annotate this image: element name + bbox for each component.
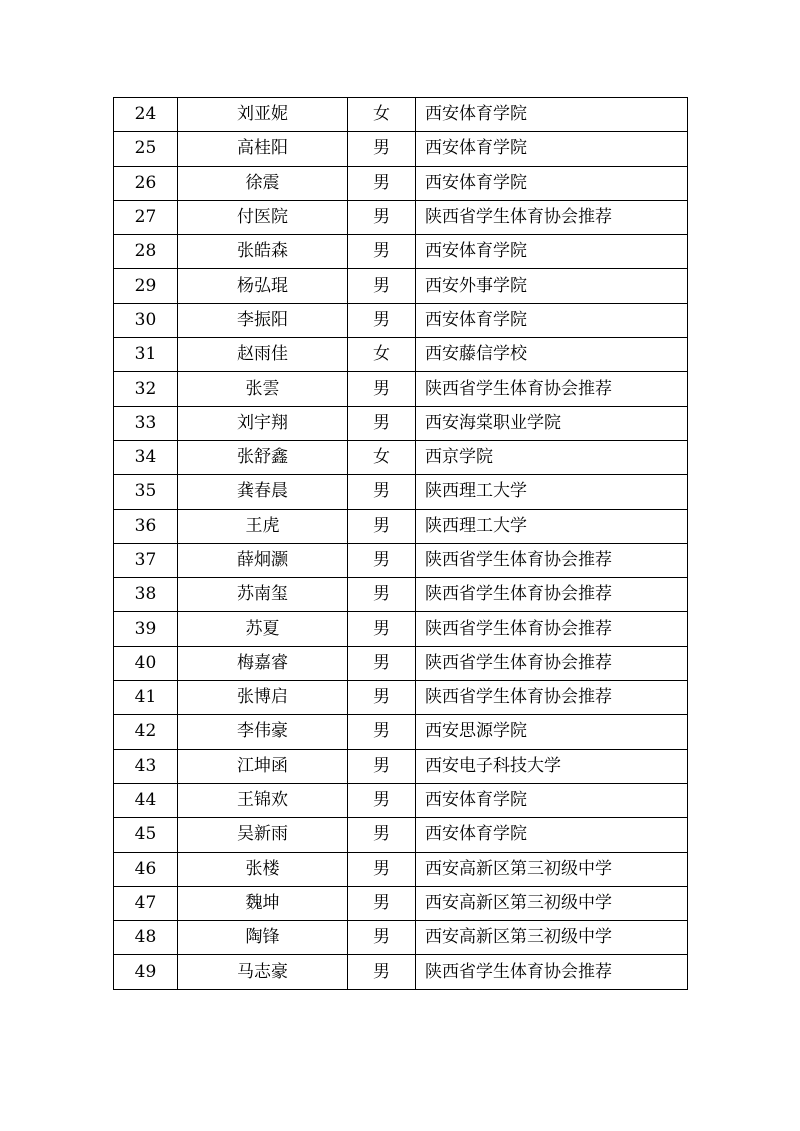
row-number: 27 (114, 200, 178, 234)
athlete-unit: 西安藤信学校 (416, 338, 688, 372)
table-row (114, 612, 688, 646)
athlete-gender: 男 (348, 372, 416, 406)
athlete-name: 李振阳 (178, 303, 348, 337)
row-number: 46 (114, 852, 178, 886)
row-number: 38 (114, 578, 178, 612)
athlete-gender: 男 (348, 235, 416, 269)
athlete-unit: 西安体育学院 (416, 303, 688, 337)
athlete-name: 张皓森 (178, 235, 348, 269)
athlete-gender: 男 (348, 955, 416, 989)
athlete-gender: 男 (348, 166, 416, 200)
table-row (114, 715, 688, 749)
athlete-name: 王虎 (178, 509, 348, 543)
athlete-unit: 西安体育学院 (416, 98, 688, 132)
athlete-gender: 男 (348, 406, 416, 440)
athlete-name: 刘亚妮 (178, 98, 348, 132)
athlete-unit: 西京学院 (416, 440, 688, 474)
table-row (114, 338, 688, 372)
row-number: 35 (114, 475, 178, 509)
table-row (114, 818, 688, 852)
row-number: 25 (114, 132, 178, 166)
athlete-name: 龚春晨 (178, 475, 348, 509)
athlete-gender: 男 (348, 749, 416, 783)
roster-table (113, 97, 688, 990)
athlete-unit: 陕西省学生体育协会推荐 (416, 543, 688, 577)
athlete-name: 吴新雨 (178, 818, 348, 852)
athlete-unit: 西安高新区第三初级中学 (416, 852, 688, 886)
athlete-gender: 女 (348, 98, 416, 132)
row-number: 37 (114, 543, 178, 577)
table-row (114, 852, 688, 886)
athlete-name: 张雲 (178, 372, 348, 406)
athlete-gender: 男 (348, 303, 416, 337)
athlete-name: 魏坤 (178, 886, 348, 920)
table-row (114, 783, 688, 817)
row-number: 31 (114, 338, 178, 372)
athlete-unit: 陕西省学生体育协会推荐 (416, 955, 688, 989)
athlete-name: 杨弘琨 (178, 269, 348, 303)
athlete-gender: 男 (348, 200, 416, 234)
row-number: 47 (114, 886, 178, 920)
athlete-gender: 女 (348, 440, 416, 474)
row-number: 48 (114, 921, 178, 955)
athlete-unit: 西安电子科技大学 (416, 749, 688, 783)
row-number: 41 (114, 681, 178, 715)
row-number: 24 (114, 98, 178, 132)
athlete-name: 苏夏 (178, 612, 348, 646)
table-row (114, 578, 688, 612)
athlete-unit: 西安思源学院 (416, 715, 688, 749)
table-row (114, 681, 688, 715)
athlete-gender: 男 (348, 715, 416, 749)
athlete-gender: 男 (348, 612, 416, 646)
athlete-name: 李伟豪 (178, 715, 348, 749)
athlete-name: 苏南玺 (178, 578, 348, 612)
athlete-unit: 西安海棠职业学院 (416, 406, 688, 440)
athlete-gender: 男 (348, 818, 416, 852)
athlete-unit: 陕西省学生体育协会推荐 (416, 578, 688, 612)
table-row (114, 646, 688, 680)
athlete-gender: 男 (348, 886, 416, 920)
row-number: 44 (114, 783, 178, 817)
athlete-gender: 男 (348, 269, 416, 303)
athlete-name: 梅嘉睿 (178, 646, 348, 680)
athlete-gender: 女 (348, 338, 416, 372)
athlete-gender: 男 (348, 783, 416, 817)
athlete-name: 高桂阳 (178, 132, 348, 166)
athlete-gender: 男 (348, 543, 416, 577)
athlete-gender: 男 (348, 578, 416, 612)
table-row (114, 200, 688, 234)
athlete-unit: 西安高新区第三初级中学 (416, 921, 688, 955)
athlete-name: 马志豪 (178, 955, 348, 989)
athlete-unit: 西安体育学院 (416, 783, 688, 817)
table-row (114, 955, 688, 989)
athlete-unit: 西安体育学院 (416, 235, 688, 269)
athlete-gender: 男 (348, 132, 416, 166)
athlete-unit: 陕西省学生体育协会推荐 (416, 372, 688, 406)
athlete-unit: 西安高新区第三初级中学 (416, 886, 688, 920)
row-number: 39 (114, 612, 178, 646)
table-row (114, 166, 688, 200)
athlete-unit: 陕西理工大学 (416, 509, 688, 543)
athlete-gender: 男 (348, 646, 416, 680)
table-row (114, 269, 688, 303)
roster-table-body (114, 98, 688, 990)
table-row (114, 372, 688, 406)
row-number: 30 (114, 303, 178, 337)
athlete-unit: 陕西省学生体育协会推荐 (416, 681, 688, 715)
row-number: 45 (114, 818, 178, 852)
athlete-unit: 西安体育学院 (416, 166, 688, 200)
table-row (114, 886, 688, 920)
row-number: 34 (114, 440, 178, 474)
row-number: 28 (114, 235, 178, 269)
athlete-name: 薛炯灏 (178, 543, 348, 577)
table-row (114, 475, 688, 509)
athlete-name: 赵雨佳 (178, 338, 348, 372)
table-row (114, 749, 688, 783)
athlete-unit: 陕西省学生体育协会推荐 (416, 200, 688, 234)
table-row (114, 921, 688, 955)
athlete-name: 张博启 (178, 681, 348, 715)
athlete-gender: 男 (348, 852, 416, 886)
athlete-unit: 西安体育学院 (416, 132, 688, 166)
athlete-name: 张舒鑫 (178, 440, 348, 474)
table-row (114, 98, 688, 132)
athlete-name: 江坤函 (178, 749, 348, 783)
row-number: 26 (114, 166, 178, 200)
athlete-name: 徐震 (178, 166, 348, 200)
athlete-gender: 男 (348, 475, 416, 509)
table-row (114, 303, 688, 337)
table-row (114, 509, 688, 543)
table-row (114, 406, 688, 440)
row-number: 32 (114, 372, 178, 406)
row-number: 49 (114, 955, 178, 989)
athlete-unit: 陕西省学生体育协会推荐 (416, 646, 688, 680)
athlete-name: 陶锋 (178, 921, 348, 955)
row-number: 33 (114, 406, 178, 440)
athlete-unit: 陕西省学生体育协会推荐 (416, 612, 688, 646)
row-number: 43 (114, 749, 178, 783)
row-number: 36 (114, 509, 178, 543)
athlete-gender: 男 (348, 509, 416, 543)
athlete-name: 张楼 (178, 852, 348, 886)
row-number: 29 (114, 269, 178, 303)
row-number: 42 (114, 715, 178, 749)
row-number: 40 (114, 646, 178, 680)
table-row (114, 440, 688, 474)
athlete-name: 刘宇翔 (178, 406, 348, 440)
table-row (114, 235, 688, 269)
athlete-unit: 西安体育学院 (416, 818, 688, 852)
table-row (114, 543, 688, 577)
athlete-unit: 陕西理工大学 (416, 475, 688, 509)
athlete-name: 付医院 (178, 200, 348, 234)
athlete-unit: 西安外事学院 (416, 269, 688, 303)
table-row (114, 132, 688, 166)
athlete-gender: 男 (348, 921, 416, 955)
athlete-gender: 男 (348, 681, 416, 715)
athlete-name: 王锦欢 (178, 783, 348, 817)
